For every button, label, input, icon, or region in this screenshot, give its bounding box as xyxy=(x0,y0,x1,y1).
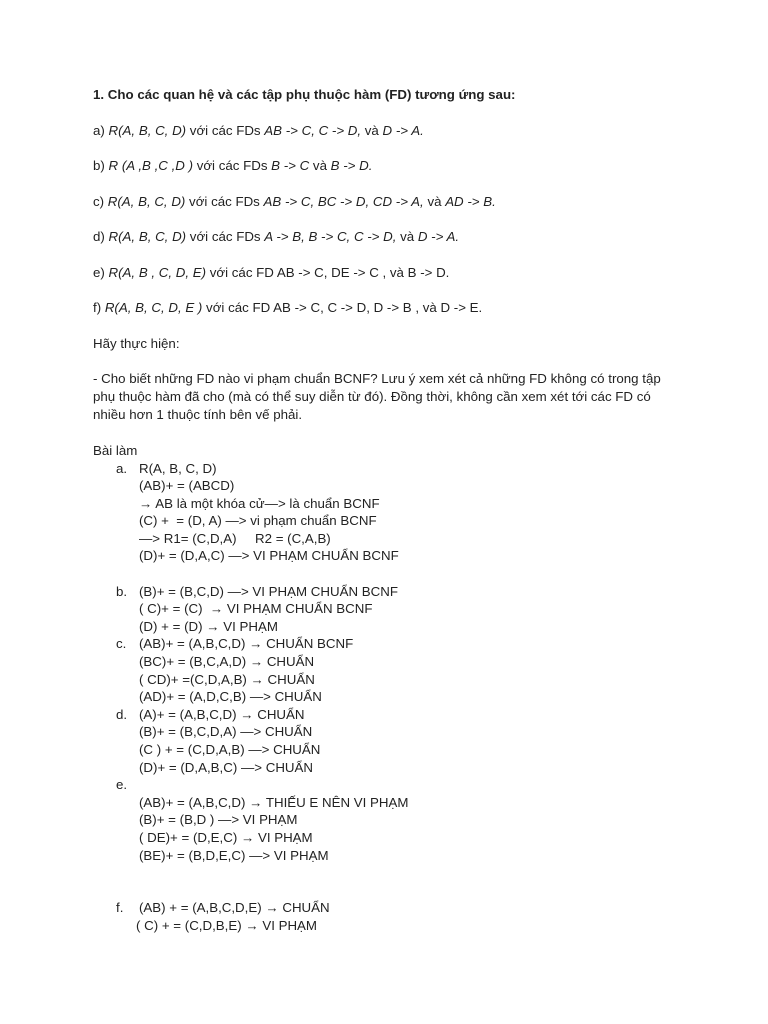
problem-text: với các FDs xyxy=(186,122,265,138)
problem-text: với các FDs xyxy=(185,193,264,209)
conjunction: và xyxy=(361,122,383,138)
solution-line: (AB) + = (A,B,C,D,E) → CHUẨN xyxy=(139,900,330,916)
problem-label: c) xyxy=(93,193,105,209)
solution-a-line xyxy=(93,512,693,530)
relation: R(A, B, C, D) xyxy=(108,229,187,244)
solution-c-line xyxy=(93,635,693,653)
solution-b-line xyxy=(93,600,693,618)
solution-b-line xyxy=(93,583,693,601)
solution-line: (D) + = (D) → VI PHẠM xyxy=(139,618,278,634)
conjunction: và xyxy=(396,229,418,244)
problem-text: với các FD AB -> C, DE -> C , và B -> D. xyxy=(206,264,450,280)
relation: R(A, B, C, D) xyxy=(107,193,186,209)
solution-line: (B)+ = (B,C,D,A) —> CHUẨN xyxy=(139,724,313,740)
list-marker: f. xyxy=(116,900,124,916)
problem-text: với các FD AB -> C, C -> D, D -> B , và D -> E. xyxy=(202,300,483,315)
solution-line: (B)+ = (B,D ) —> VI PHẠM xyxy=(139,812,298,828)
solution-line: ( C) + = (C,D,B,E) → VI PHẠM xyxy=(136,917,318,933)
solution-b-line xyxy=(93,618,693,636)
problem-label: b) xyxy=(93,158,105,173)
list-marker: b. xyxy=(116,583,128,599)
relation: R(A, B , C, D, E) xyxy=(108,264,207,280)
list-marker: e. xyxy=(116,777,128,793)
solution-e-marker xyxy=(93,776,693,794)
problem-d xyxy=(93,228,693,246)
fd-last: AD -> B. xyxy=(445,193,496,209)
task-text: - Cho biết những FD nào vi phạm chuẩn BCNF? Lưu ý xem xét cả những FD không có trong tập phụ thuộc hàm đã cho (mà có thể suy diễn từ đó). Đồng thời, không cần xem xét tới các FD có nhiều hơn 1 thuộc tính bên vế phải. xyxy=(93,371,661,422)
problem-c xyxy=(93,193,693,211)
solution-c-line xyxy=(93,653,693,671)
solution-line: (D)+ = (D,A,C) —> VI PHẠM CHUẨN BCNF xyxy=(139,548,399,564)
solution-f-line xyxy=(93,899,693,917)
problem-text: với các FDs xyxy=(193,158,272,173)
solution-e-line xyxy=(93,829,693,847)
problem-b xyxy=(93,157,693,175)
document-body xyxy=(93,86,693,935)
relation: R(A, B, C, D, E ) xyxy=(104,300,203,315)
problem-f xyxy=(93,299,693,317)
solution-e-line xyxy=(93,794,693,812)
solution-label: Bài làm xyxy=(93,442,138,458)
fd-list: A -> B, B -> C, C -> D, xyxy=(264,229,397,244)
solution-line: ( CD)+ =(C,D,A,B) → CHUẨN xyxy=(139,671,315,687)
solution-a-line xyxy=(93,530,693,548)
fd-list: AB -> C, BC -> D, CD -> A, xyxy=(263,193,424,209)
solution-f-line xyxy=(93,917,693,935)
task-label: Hãy thực hiện: xyxy=(93,335,180,351)
solution-line: → AB là một khóa cử—> là chuẩn BCNF xyxy=(139,495,380,511)
problem-label: d) xyxy=(93,229,105,244)
problem-label: a) xyxy=(93,122,105,138)
fd-last: D -> A. xyxy=(417,229,460,244)
solution-d-line xyxy=(93,723,693,741)
solution-line: (B)+ = (B,C,D) —> VI PHẠM CHUẨN BCNF xyxy=(139,583,398,599)
problem-label: f) xyxy=(93,300,102,315)
solution-line: (C ) + = (C,D,A,B) —> CHUẨN xyxy=(139,742,321,757)
list-marker: a. xyxy=(116,460,128,476)
solution-a-line xyxy=(93,495,693,513)
conjunction: và xyxy=(423,193,446,209)
fd-last: D -> A. xyxy=(382,122,424,138)
solution-line: ( DE)+ = (D,E,C) → VI PHẠM xyxy=(139,829,313,845)
solution-a-line xyxy=(93,547,693,565)
solution-d-line xyxy=(93,706,693,724)
list-marker: c. xyxy=(116,636,127,652)
solution-d-line xyxy=(93,741,693,759)
solution-line: ( C)+ = (C) → VI PHẠM CHUẨN BCNF xyxy=(139,601,373,617)
fd-list: B -> C xyxy=(271,158,310,173)
list-marker: d. xyxy=(116,706,128,722)
solution-c-line xyxy=(93,671,693,689)
solution-line: (AD)+ = (A,D,C,B) —> CHUẨN xyxy=(139,689,322,705)
relation: R(A, B, C, D) xyxy=(108,122,187,138)
solution-a-line xyxy=(93,460,693,478)
solution-e-line xyxy=(93,811,693,829)
relation: R (A ,B ,C ,D ) xyxy=(108,158,193,173)
solution-line: (C) + = (D, A) —> vi phạm chuẩn BCNF xyxy=(139,513,377,529)
solution-line: (D)+ = (D,A,B,C) —> CHUẨN xyxy=(139,759,313,775)
solution-line: (AB)+ = (A,B,C,D) → CHUẨN BCNF xyxy=(139,636,354,652)
fd-last: B -> D. xyxy=(330,158,373,173)
problem-e xyxy=(93,264,693,282)
exercise-heading: 1. Cho các quan hệ và các tập phụ thuộc hàm (FD) tương ứng sau: xyxy=(93,87,516,102)
solution-line: (BC)+ = (B,C,A,D) → CHUẨN xyxy=(139,654,315,670)
problem-text: với các FDs xyxy=(186,229,265,244)
problem-label: e) xyxy=(93,264,105,280)
solution-e-line xyxy=(93,847,693,865)
solution-d-line xyxy=(93,759,693,777)
solution-line: (BE)+ = (B,D,E,C) —> VI PHẠM xyxy=(139,847,329,863)
solution-a-line xyxy=(93,477,693,495)
problem-a xyxy=(93,122,693,140)
solution-line: —> R1= (C,D,A) R2 = (C,A,B) xyxy=(139,530,331,546)
conjunction: và xyxy=(309,158,331,173)
solution-line: R(A, B, C, D) xyxy=(139,460,217,476)
solution-line: (AB)+ = (ABCD) xyxy=(139,478,235,494)
solution-line: (AB)+ = (A,B,C,D) → THIẾU E NÊN VI PHẠM xyxy=(139,794,409,810)
fd-list: AB -> C, C -> D, xyxy=(264,122,362,138)
solution-c-line xyxy=(93,688,693,706)
solution-line: (A)+ = (A,B,C,D) → CHUẨN xyxy=(139,706,305,722)
